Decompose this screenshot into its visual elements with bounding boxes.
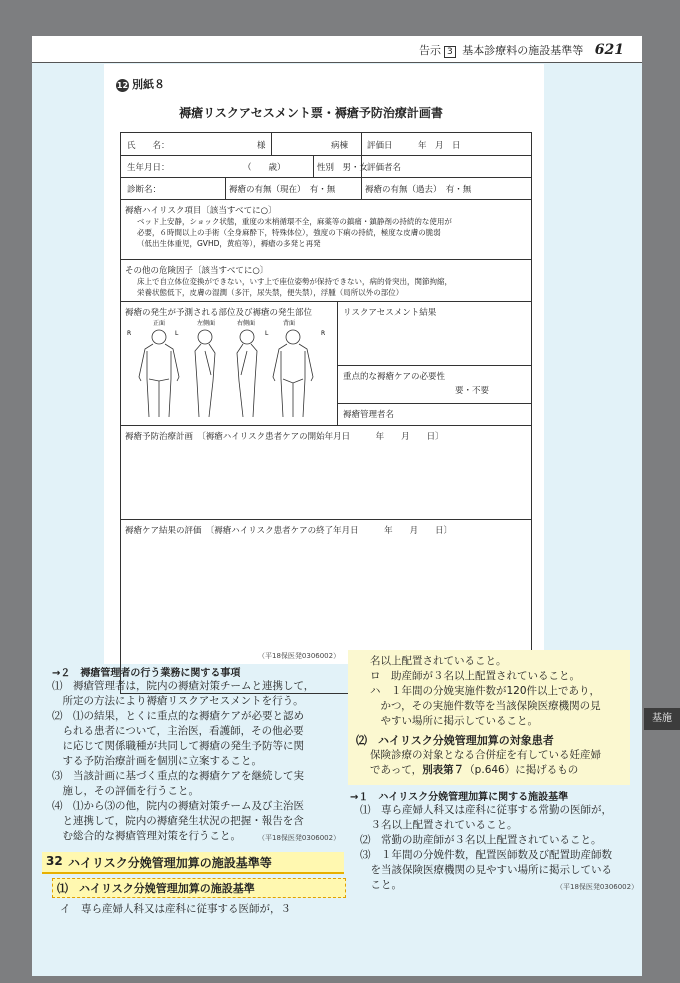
paragraph-line: する予防治療計画を個別に立案すること。 [52, 755, 262, 767]
paragraph-line: ⑴ 褥瘡管理者は，院内の褥瘡対策チームと連携して， [52, 680, 315, 692]
paragraph-line: こと。 [360, 879, 402, 891]
diagnosis-label: 診断名： [127, 185, 162, 195]
manager-label: 褥瘡管理者名 [343, 410, 395, 420]
right-marker: R [127, 330, 132, 337]
view-label-left: 左側面 [197, 320, 216, 327]
evaluator-label: 評価者名 [367, 163, 402, 173]
annex-label [116, 76, 165, 92]
right-side-body-outline [237, 330, 257, 417]
subsection-2-heading: ⑵ ハイリスク分娩管理加算の対象患者 [356, 734, 554, 747]
paragraph-line: ３名以上配置されていること。 [360, 819, 518, 831]
right-paragraph [370, 654, 601, 729]
ward-label: 病棟 [331, 141, 349, 151]
other-risk-line: 床上で自立体位変換ができない，いす上で座位姿勢が保持できない，病的骨突出，関節拘縮， [137, 277, 452, 286]
front-body-outline [139, 330, 179, 417]
paragraph-line: ⑷ ⑴から⑶の他，院内の褥瘡対策チーム及び主治医 [52, 800, 304, 812]
body-diagram [125, 317, 331, 422]
subsection-1-heading: ⑴ ハイリスク分娩管理加算の施設基準 [57, 882, 255, 895]
left-side-body-outline [195, 330, 215, 417]
paragraph-line: ⑵ ⑴の結果，とくに重点的な褥瘡ケアが必要と認め [52, 710, 304, 722]
paragraph-line: （p.646）に掲げるもの [464, 764, 579, 776]
paragraph-line: かつ，その実施件数等を当該保険医療機関の見 [370, 700, 601, 712]
notice-label: 告示 [419, 44, 442, 57]
paragraph-line: と連携して，院内の褥瘡発生状況の把握・報告を含 [52, 815, 304, 827]
subsection-2-body [370, 748, 601, 778]
section-1-heading: →１ ハイリスク分娩管理加算に関する施設基準 [350, 792, 569, 803]
high-risk-line: 必要，６時間以上の手術（全身麻酔下，特殊体位），強度の下痢の持続，極度な皮膚の脆弱 [137, 228, 441, 237]
paragraph-line: 保険診療の対象となる合併症を有している妊産婦 [370, 749, 601, 761]
section-32-heading [42, 852, 344, 874]
care-need-options: 要・不要 [455, 386, 490, 396]
paragraph-line: やすい場所に掲示していること。 [370, 715, 538, 727]
annex-text: 別紙８ [132, 78, 165, 91]
section-1-body [360, 803, 612, 893]
result-label: 褥瘡ケア結果の評価 〔褥瘡ハイリスク患者ケアの終了年月日 年 月 日〕 [125, 526, 453, 536]
paragraph-line: ロ 助産師が３名以上配置されていること。 [370, 670, 580, 682]
back-body-outline [273, 330, 313, 417]
right-marker-back: R [321, 330, 326, 337]
paragraph-line: ⑶ １年間の分娩件数，配置医師数及び配置助産師数 [360, 849, 612, 861]
paragraph-line: ⑶ 当該計画に基づく重点的な褥瘡ケアを継続して実 [52, 770, 304, 782]
risk-assessment-form [104, 64, 544, 664]
paragraph-line: ハ １年間の分娩実施件数が120件以上であり， [370, 685, 601, 697]
age-label: （ 歳） [243, 163, 286, 173]
reference-note: （平18保医発0306002） [258, 834, 341, 842]
paragraph-line: む総合的な褥瘡管理対策を行うこと。 [52, 830, 241, 842]
subsection-1-heading-box [52, 878, 346, 898]
subsection-1-line: イ 専ら産婦人科又は産科に従事する医師が，３ [60, 903, 291, 915]
past-ulcer-label: 褥瘡の有無（過去） 有・無 [365, 185, 472, 195]
page-number: 621 [594, 42, 624, 58]
side-index-tab[interactable]: 基施 [644, 708, 680, 730]
dob-label: 生年月日： [127, 163, 170, 173]
paragraph-line: 名以上配置されていること。 [370, 655, 507, 667]
current-ulcer-label: 褥瘡の有無（現在） 有・無 [229, 185, 336, 195]
other-risk-heading: その他の危険因子〔該当すべてに○〕 [125, 266, 269, 276]
paragraph-line: 所定の方法により褥瘡リスクアセスメントを行う。 [52, 695, 304, 707]
page-header [32, 36, 642, 63]
section-32-number: 32 [46, 854, 63, 868]
annex-number-badge: 12 [116, 81, 129, 90]
other-risk-line: 栄養状態低下，皮膚の湿潤（多汗，尿失禁，便失禁），浮腫（局所以外の部位） [137, 288, 404, 297]
section-2-heading: →２ 褥瘡管理者の行う業務に関する事項 [52, 668, 241, 679]
paragraph-line: ⑴ 専ら産婦人科又は産科に従事する常勤の医師が， [360, 804, 612, 816]
paragraph-line: ⑵ 常勤の助産師が３名以上配置されていること。 [360, 834, 602, 846]
paragraph-line: であって， [370, 764, 423, 776]
header-title: 基本診療料の施設基準等 [462, 44, 584, 57]
left-marker: L [175, 330, 179, 337]
view-label-back: 背面 [283, 320, 296, 327]
plan-label: 褥瘡予防治療計画 〔褥瘡ハイリスク患者ケアの開始年月日 年 月 日〕 [125, 432, 444, 442]
header-text [419, 42, 624, 58]
paragraph-line: 施し，その評価を行うこと。 [52, 785, 199, 797]
high-risk-line: ベッド上安静，ショック状態，重度の末梢循環不全，麻薬等の鎮痛・鎮静剤の持続的な使用が [137, 217, 452, 226]
paragraph-line: を当該保険医療機関の見やすい場所に掲示している [360, 864, 612, 876]
view-label-front: 正面 [153, 320, 166, 327]
sex-label: 性別 男・女 [317, 163, 369, 173]
paragraph-line: られる患者について，主治医，看護師，その他必要 [52, 725, 304, 737]
care-need-label: 重点的な褥瘡ケアの必要性 [343, 372, 446, 382]
table-7-link[interactable]: 別表第７ [422, 764, 465, 776]
left-marker-back: L [265, 330, 269, 337]
other-risk-items [137, 276, 452, 298]
high-risk-heading: 褥瘡ハイリスク項目〔該当すべてに○〕 [125, 206, 277, 216]
section-32-title: ハイリスク分娩管理加算の施設基準等 [68, 856, 272, 870]
paragraph-line: に応じて関係職種が共同して褥瘡の発生予防等に関 [52, 740, 304, 752]
high-risk-items [137, 216, 452, 249]
notice-number: 3 [444, 46, 456, 58]
reference-note: （平18保医発0306002） [556, 883, 639, 891]
reference-note: （平18保医発0306002） [258, 652, 341, 660]
eval-date-label: 評価日 年 月 日 [367, 141, 461, 151]
section-2-body [52, 679, 314, 844]
high-risk-line: （低出生体重児，GVHD，黄疸等），褥瘡の多発と再発 [137, 239, 321, 248]
form-title: 褥瘡リスクアセスメント票・褥瘡予防治療計画書 [179, 106, 443, 120]
body-site-heading: 褥瘡の発生が予測される部位及び褥瘡の発生部位 [125, 308, 313, 318]
name-label: 氏 名： [127, 141, 170, 151]
risk-result-label: リスクアセスメント結果 [343, 308, 437, 318]
sama-label: 様 [257, 141, 266, 151]
view-label-right: 右側面 [237, 320, 256, 327]
form-table [120, 132, 532, 694]
